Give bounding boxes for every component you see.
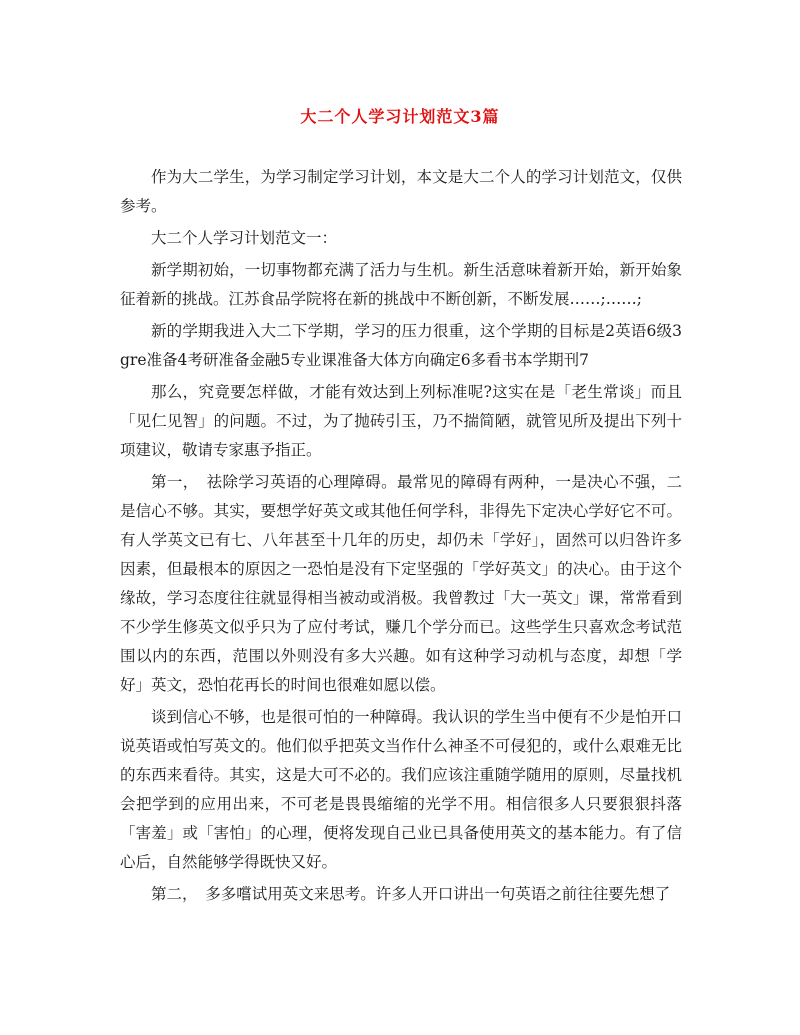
document-title: 大二个人学习计划范文3篇: [300, 107, 500, 126]
paragraph-heading-one: 大二个人学习计划范文一：: [151, 229, 338, 247]
paragraph-confidence: 谈到信心不够，也是很可怕的一种障碍。我认识的学生当中便有不少是怕开口说英语或怕写英文的。他们似乎把英文当作什么神圣不可侵犯的，或什么艰难无比的东西来看待。其实，这是大可不必的。我们应该注重随学随用的原则，尽量找机会把学到的应用出来，不可老是畏畏缩缩的光学不用。相信很多人只要狠狠抖落「害羞」或「害怕」的心理，便将发现自己业已具备使用英文的基本能力。有了信心后，自然能够学得既快又好。: [120, 708, 682, 871]
document-body: [120, 163, 682, 912]
paragraph-semester-start: 新学期初始，一切事物都充满了活力与生机。新生活意味着新开始，新开始象征着新的挑战。江苏食品学院将在新的挑战中不断创新，不断发展……;……;: [120, 261, 682, 308]
paragraph-intro: 作为大二学生，为学习制定学习计划，本文是大二个人的学习计划范文，仅供参考。: [120, 168, 682, 215]
paragraph-goals: 新的学期我进入大二下学期，学习的压力很重，这个学期的目标是2英语6级3gre准备4考研准备金融5专业课准备大体方向确定6多看书本学期刊7: [120, 322, 682, 369]
paragraph-how: 那么，究竟要怎样做，才能有效达到上列标准呢?这实在是「老生常谈」而且「见仁见智」的问题。不过，为了抛砖引玉，乃不揣简陋，就管见所及提出下列十项建议，敬请专家惠予指正。: [120, 383, 682, 459]
paragraph-first-point: 第一， 祛除学习英语的心理障碍。最常见的障碍有两种，一是决心不强，二是信心不够。其实，要想学好英文或其他任何学科，非得先下定决心学好它不可。有人学英文已有七、八年甚至十几年的历史，却仍未「学好」，固然可以归咎许多因素，但最根本的原因之一恐怕是没有下定坚强的「学好英文」的决心。由于这个缘故，学习态度往往就显得相当被动或消极。我曾教过「大一英文」课，常常看到不少学生修英文似乎只为了应付考试，赚几个学分而已。这些学生只喜欢念考试范围以内的东西，范围以外则没有多大兴趣。如有这种学习动机与态度，却想「学好」英文，恐怕花再长的时间也很难如愿以偿。: [120, 473, 682, 694]
paragraph-second-point: 第二， 多多嚐试用英文来思考。许多人开口讲出一句英语之前往往要先想了: [151, 885, 671, 903]
